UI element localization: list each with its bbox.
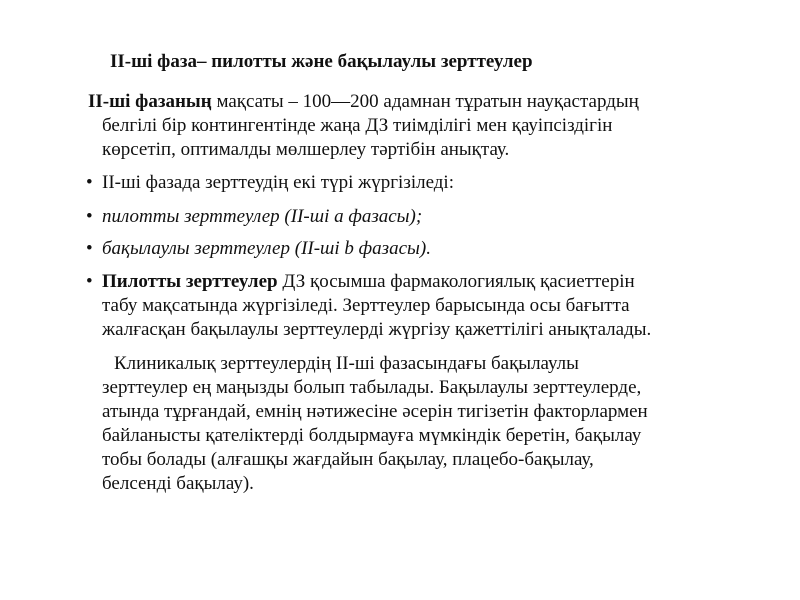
bullet-dot-icon: • xyxy=(86,271,93,292)
bullet-line-1 xyxy=(102,271,635,292)
purpose-text-1: мақсаты – 100—200 адамнан тұратын науқастардың xyxy=(211,91,639,112)
bullet-line-3: жалғасқан бақылаулы зерттеулерді жүргізу қажеттілігі анықталады. xyxy=(102,319,652,340)
clinical-line-2: зерттеулер ең маңызды болып табылады. Бақылаулы зерттеулерде, xyxy=(102,377,642,398)
bullet-item-1 xyxy=(86,171,776,195)
bullet-text: бақылаулы зерттеулер (II-ші b фазасы). xyxy=(102,238,431,259)
bullet-text: пилотты зерттеулер (II-ші а фазасы); xyxy=(102,206,423,227)
clinical-line-4: байланысты қателіктерді болдырмауға мүмкіндік беретін, бақылау xyxy=(102,425,642,446)
bullet-dot-icon: • xyxy=(86,206,93,227)
bullet-item-2 xyxy=(86,205,776,229)
clinical-paragraph xyxy=(102,352,792,496)
bullet-text xyxy=(102,270,776,342)
bullet-lead: Пилотты зерттеулер xyxy=(102,271,278,292)
clinical-line-3: атында тұрғандай, емнің нәтижесіне әсерін тигізетін факторлармен xyxy=(102,401,648,422)
purpose-paragraph xyxy=(88,90,783,162)
purpose-lead: II-ші фазаның xyxy=(88,91,212,112)
clinical-line-5: тобы болады (алғашқы жағдайын бақылау, плацебо-бақылау, xyxy=(102,449,594,470)
clinical-line-1: Клиникалық зерттеулердің II-ші фазасындағы бақылаулы xyxy=(114,353,579,374)
bullet-text: II-ші фазада зерттеудің екі түрі жүргізіледі: xyxy=(102,172,454,193)
bullet-item-4 xyxy=(86,270,776,342)
clinical-line-6: белсенді бақылау). xyxy=(102,473,254,494)
bullet-line-1-text: ДЗ қосымша фармакологиялық қасиеттерін xyxy=(277,271,635,292)
purpose-line-2: белгілі бір контингентінде жаңа ДЗ тиімділігі мен қауіпсіздігін xyxy=(102,115,613,136)
slide-title: II-ші фаза– пилотты және бақылаулы зерттеулер xyxy=(110,51,533,72)
bullet-dot-icon: • xyxy=(86,238,93,259)
purpose-line-1 xyxy=(88,91,639,112)
purpose-line-3: көрсетіп, оптималды мөлшерлеу тәртібін анықтау. xyxy=(102,139,510,160)
bullet-dot-icon: • xyxy=(86,172,93,193)
bullet-item-3 xyxy=(86,237,776,261)
bullet-line-2: табу мақсатында жүргізіледі. Зерттеулер барысында осы бағытта xyxy=(102,295,630,316)
